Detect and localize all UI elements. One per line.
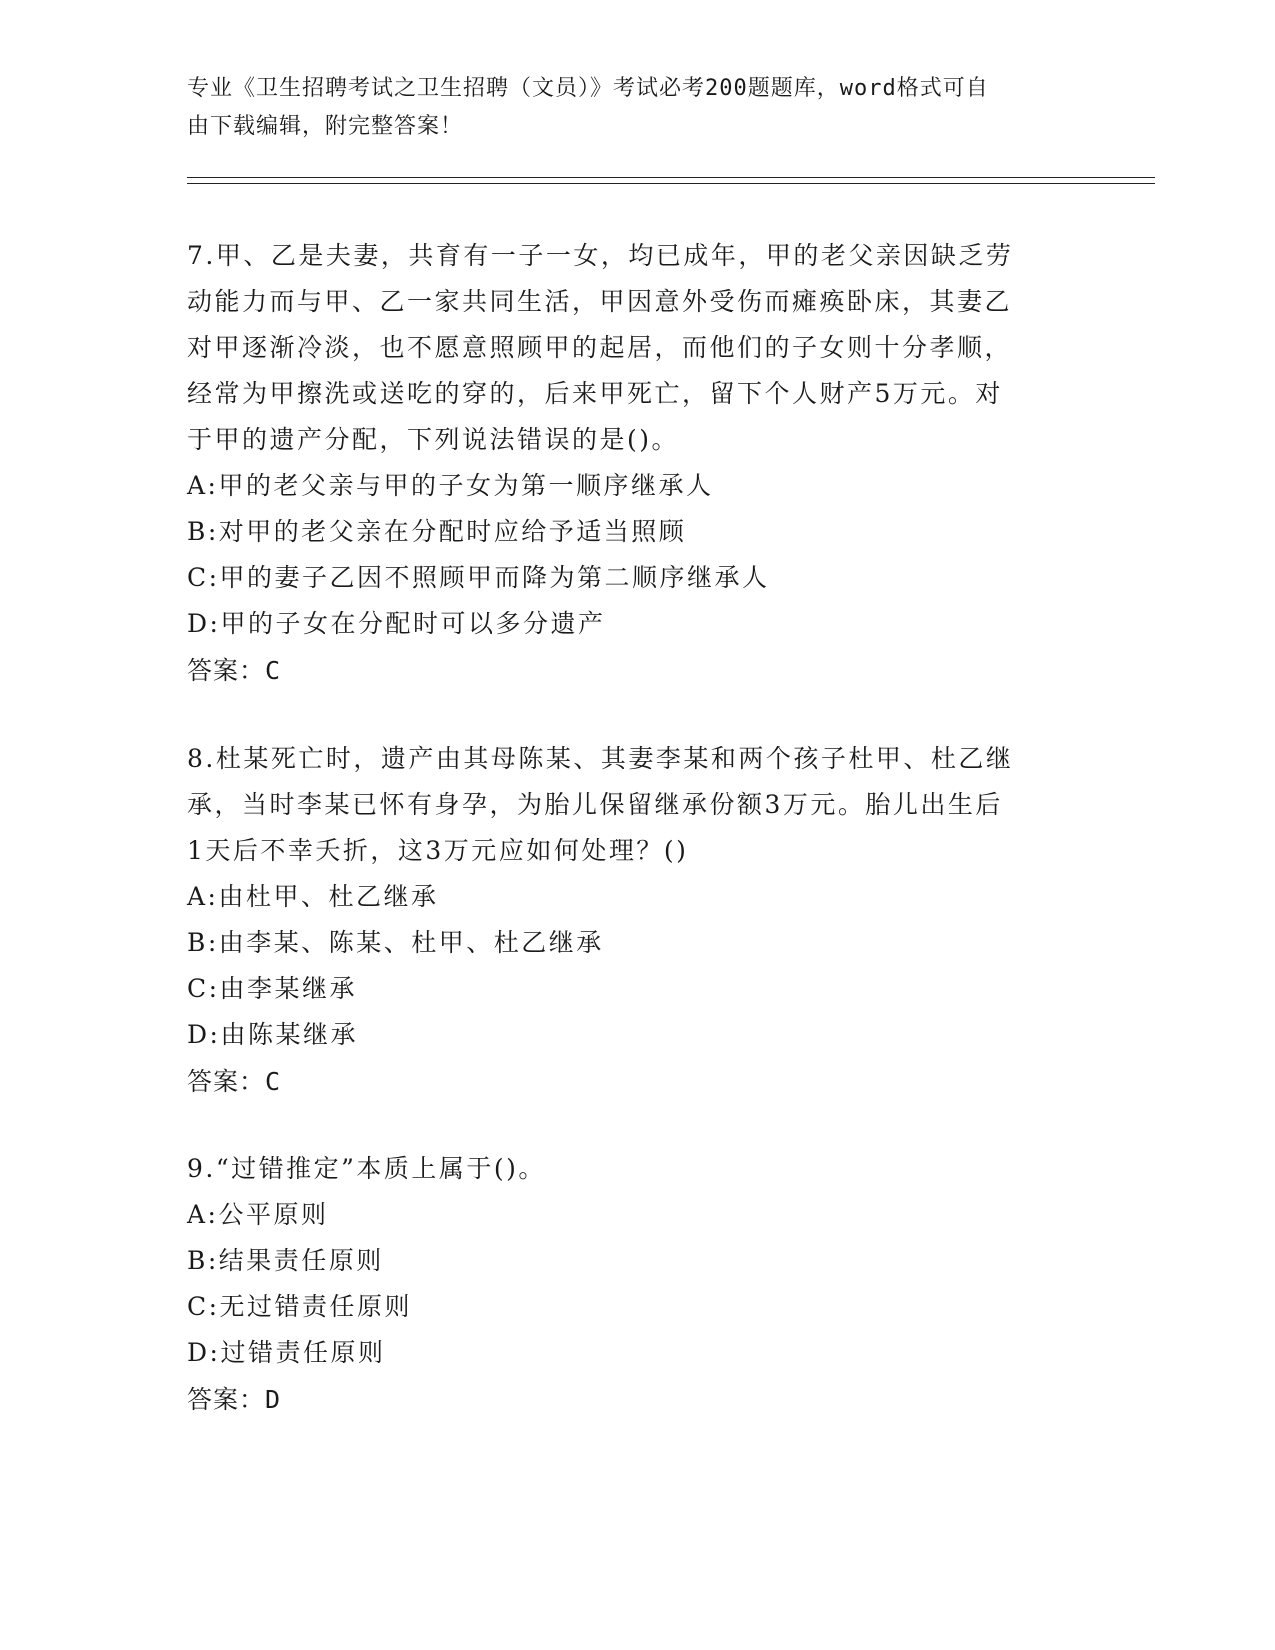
question-9 — [187, 1146, 1067, 1424]
stem-line: 9.“过错推定”本质上属于()。 — [187, 1154, 546, 1183]
option-b: B:由李某、陈某、杜甲、杜乙继承 — [187, 928, 604, 957]
option-d: D:过错责任原则 — [187, 1338, 386, 1367]
option-b: B:结果责任原则 — [187, 1246, 384, 1275]
stem-line: 1天后不幸夭折，这3万元应如何处理？() — [187, 836, 689, 865]
option-a: A:甲的老父亲与甲的子女为第一顺序继承人 — [187, 471, 714, 500]
answer-value: C — [265, 656, 282, 685]
answer-line — [187, 647, 1067, 695]
option-c: C:由李某继承 — [187, 974, 358, 1003]
stem-line: 对甲逐渐冷淡，也不愿意照顾甲的起居，而他们的子女则十分孝顺， — [187, 333, 1013, 362]
option-a: A:公平原则 — [187, 1200, 329, 1229]
header-divider-top — [187, 177, 1155, 178]
stem-line: 8.杜某死亡时，遗产由其母陈某、其妻李某和两个孩子杜甲、杜乙继 — [187, 744, 1014, 773]
answer-label: 答案： — [187, 1385, 266, 1414]
header-line-1: 专业《卫生招聘考试之卫生招聘（文员）》考试必考200题题库，word格式可自 — [187, 76, 989, 101]
option-a: A:由杜甲、杜乙继承 — [187, 882, 439, 911]
header-line-2: 由下载编辑，附完整答案！ — [187, 114, 464, 139]
stem-line: 7.甲、乙是夫妻，共育有一子一女，均已成年，甲的老父亲因缺乏劳 — [187, 241, 1014, 270]
question-8 — [187, 736, 1067, 1106]
question-stem — [187, 736, 1067, 874]
document-header — [187, 70, 1067, 146]
answer-value: C — [265, 1067, 282, 1096]
option-d: D:由陈某继承 — [187, 1020, 358, 1049]
question-7 — [187, 233, 1067, 695]
answer-line — [187, 1376, 1067, 1424]
question-stem — [187, 233, 1067, 463]
answer-value: D — [265, 1385, 282, 1414]
option-c: C:无过错责任原则 — [187, 1292, 413, 1321]
stem-line: 经常为甲擦洗或送吃的穿的，后来甲死亡，留下个人财产5万元。对 — [187, 379, 1003, 408]
question-stem — [187, 1146, 1067, 1192]
answer-line — [187, 1058, 1067, 1106]
option-c: C:甲的妻子乙因不照顾甲而降为第二顺序继承人 — [187, 563, 770, 592]
answer-label: 答案： — [187, 1067, 266, 1096]
stem-line: 于甲的遗产分配，下列说法错误的是()。 — [187, 425, 680, 454]
header-divider-bottom — [187, 183, 1155, 184]
option-d: D:甲的子女在分配时可以多分遗产 — [187, 609, 606, 638]
stem-line: 承，当时李某已怀有身孕，为胎儿保留继承份额3万元。胎儿出生后 — [187, 790, 1003, 819]
stem-line: 动能力而与甲、乙一家共同生活，甲因意外受伤而瘫痪卧床，其妻乙 — [187, 287, 1013, 316]
option-b: B:对甲的老父亲在分配时应给予适当照顾 — [187, 517, 687, 546]
answer-label: 答案： — [187, 656, 266, 685]
